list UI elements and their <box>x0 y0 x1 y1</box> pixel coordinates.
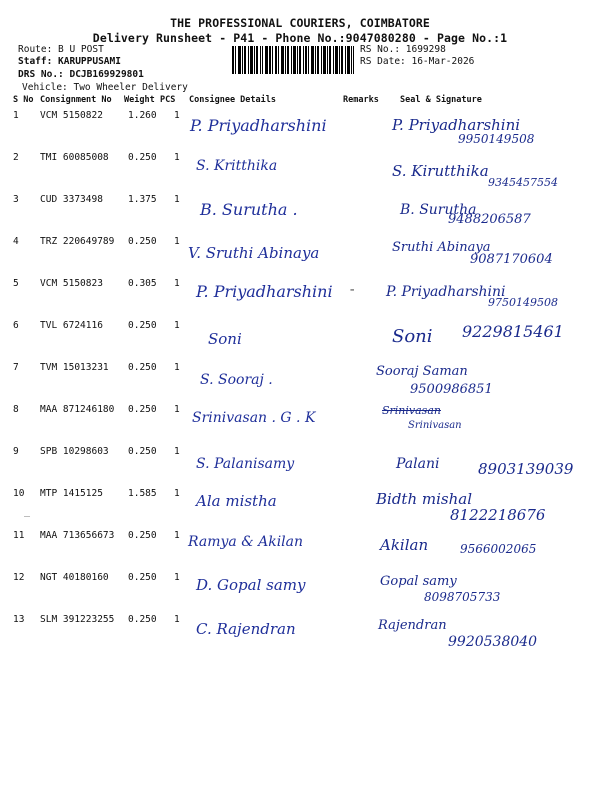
consignee-handwriting: Ala mistha <box>196 492 277 510</box>
row-consignment: SPB 10298603 <box>40 446 109 457</box>
signature-name: Palani <box>396 456 440 472</box>
row-consignment: TMI 60085008 <box>40 152 109 163</box>
row-pcs: 1 <box>174 110 180 121</box>
signature-phone: 9488206587 <box>448 212 531 227</box>
signature-phone: 9229815461 <box>462 322 564 341</box>
row-pcs: 1 <box>174 404 180 415</box>
signature-phone: 9566002065 <box>460 542 537 556</box>
signature-name: P. Priyadharshini <box>392 116 521 134</box>
drs-text: DRS No.: DCJB169929801 <box>18 68 144 80</box>
row-consignment: CUD 3373498 <box>40 194 103 205</box>
runsheet-title: THE PROFESSIONAL COURIERS, COIMBATORE <box>170 16 430 30</box>
row-pcs: 1 <box>174 488 180 499</box>
table-row <box>0 488 600 530</box>
signature-name: Srinivasan <box>382 404 441 417</box>
row-weight: 1.375 <box>128 194 157 205</box>
signature-name: Sruthi Abinaya <box>392 240 491 255</box>
signature-phone: 8098705733 <box>424 590 501 604</box>
row-consignment: TVM 15013231 <box>40 362 109 373</box>
row-sno: 7 <box>13 362 19 373</box>
table-row <box>0 572 600 614</box>
col-sno: S No <box>13 95 34 105</box>
signature-name: Gopal samy <box>380 574 457 589</box>
row-sno: 6 <box>13 320 19 331</box>
table-row <box>0 446 600 488</box>
row-weight: 0.250 <box>128 572 157 583</box>
row-sno: 4 <box>13 236 19 247</box>
row-consignment: MAA 713656673 <box>40 530 115 541</box>
consignee-handwriting: C. Rajendran <box>196 620 296 638</box>
remarks-dash: - <box>348 282 357 298</box>
consignee-handwriting: V. Sruthi Abinaya <box>188 244 320 262</box>
row-sno: 1 <box>13 110 19 121</box>
row-sno: 12 <box>13 572 25 583</box>
row-weight: 0.250 <box>128 614 157 625</box>
table-row <box>0 194 600 236</box>
signature-name: Akilan <box>380 536 429 554</box>
row-weight: 0.250 <box>128 530 157 541</box>
consignee-handwriting: S. Kritthika <box>196 158 278 174</box>
barcode <box>232 46 354 74</box>
signature-name: Bidth mishal <box>376 490 472 508</box>
col-pcs: PCS <box>160 95 176 105</box>
row-consignment: VCM 5150823 <box>40 278 103 289</box>
row-consignment: MTP 1415125 <box>40 488 103 499</box>
row-sno: 8 <box>13 404 19 415</box>
signature-phone: 9920538040 <box>448 634 538 650</box>
consignee-handwriting: S. Sooraj . <box>200 372 273 388</box>
consignee-handwriting: S. Palanisamy <box>196 456 295 472</box>
row-pcs: 1 <box>174 572 180 583</box>
consignee-handwriting: P. Priyadharshini <box>190 116 327 135</box>
row-consignment: NGT 40180160 <box>40 572 109 583</box>
rs-date-text: RS Date: 16-Mar-2026 <box>360 56 475 68</box>
staff-text: Staff: KARUPPUSAMI <box>18 56 121 68</box>
signature-phone: Srinivasan <box>408 420 462 431</box>
signature-name: Soni <box>392 326 433 347</box>
meta-left <box>18 44 144 81</box>
consignee-handwriting: Soni <box>208 330 242 348</box>
row-pcs: 1 <box>174 530 180 541</box>
row-consignment: TVL 6724116 <box>40 320 103 331</box>
row-weight: 0.250 <box>128 362 157 373</box>
table-row <box>0 152 600 194</box>
meta-right <box>360 44 474 69</box>
col-consignee: Consignee Details <box>189 95 276 105</box>
row-weight: 0.250 <box>128 404 157 415</box>
signature-phone: 9345457554 <box>488 176 558 189</box>
signature-phone: 9950149508 <box>458 132 535 146</box>
consignee-handwriting: P. Priyadharshini <box>196 282 333 301</box>
table-row <box>0 362 600 404</box>
row-weight: 1.585 <box>128 488 157 499</box>
row-weight: 0.250 <box>128 152 157 163</box>
signature-phone: 9087170604 <box>470 252 553 267</box>
signature-name: B. Surutha <box>400 202 477 218</box>
signature-phone: 9750149508 <box>488 296 558 309</box>
col-weight: Weight <box>124 95 155 105</box>
row-sno: 3 <box>13 194 19 205</box>
table-row <box>0 614 600 656</box>
row-weight: 0.250 <box>128 236 157 247</box>
row-sno: 10 <box>13 488 25 499</box>
signature-phone: 8903139039 <box>478 460 574 478</box>
signature-name: Rajendran <box>378 618 447 633</box>
row-pcs: 1 <box>174 278 180 289</box>
table-row <box>0 236 600 278</box>
row-sno: 5 <box>13 278 19 289</box>
row-pcs: 1 <box>174 236 180 247</box>
col-consignment: Consignment No <box>40 95 112 105</box>
row-pcs: 1 <box>174 320 180 331</box>
row-pcs: 1 <box>174 446 180 457</box>
row-weight: 1.260 <box>128 110 157 121</box>
table-row <box>0 278 600 320</box>
table-row <box>0 530 600 572</box>
row-pcs: 1 <box>174 152 180 163</box>
rs-no-text: RS No.: 1699298 <box>360 44 446 55</box>
row-dash-mark: _ <box>24 506 31 517</box>
runsheet-subtitle: Delivery Runsheet - P41 - Phone No.:9047080280 - Page No.:1 <box>92 31 508 45</box>
row-sno: 2 <box>13 152 19 163</box>
row-weight: 0.305 <box>128 278 157 289</box>
row-consignment: SLM 391223255 <box>40 614 115 625</box>
col-remarks: Remarks <box>343 95 379 105</box>
signature-phone: 8122218676 <box>450 506 546 524</box>
signature-name: Sooraj Saman <box>376 364 468 379</box>
consignee-handwriting: Ramya & Akilan <box>188 534 304 550</box>
row-pcs: 1 <box>174 362 180 373</box>
signature-name: S. Kirutthika <box>392 162 489 180</box>
table-row <box>0 320 600 362</box>
row-consignment: TRZ 220649789 <box>40 236 115 247</box>
consignee-handwriting: D. Gopal samy <box>196 576 306 594</box>
signature-name: P. Priyadharshini <box>386 284 506 300</box>
signature-phone: 9500986851 <box>410 382 493 397</box>
row-sno: 13 <box>13 614 25 625</box>
row-weight: 0.250 <box>128 320 157 331</box>
col-seal: Seal & Signature <box>400 95 482 105</box>
table-row <box>0 110 600 152</box>
consignee-handwriting: B. Surutha . <box>200 200 298 219</box>
row-pcs: 1 <box>174 614 180 625</box>
row-consignment: VCM 5150822 <box>40 110 103 121</box>
row-weight: 0.250 <box>128 446 157 457</box>
vehicle-text: Vehicle: Two Wheeler Delivery <box>22 82 188 93</box>
route-text: Route: B U POST <box>18 44 104 55</box>
row-pcs: 1 <box>174 194 180 205</box>
consignee-handwriting: Srinivasan . G . K <box>192 410 316 426</box>
table-row <box>0 404 600 446</box>
row-sno: 11 <box>13 530 25 541</box>
row-sno: 9 <box>13 446 19 457</box>
row-consignment: MAA 871246180 <box>40 404 115 415</box>
